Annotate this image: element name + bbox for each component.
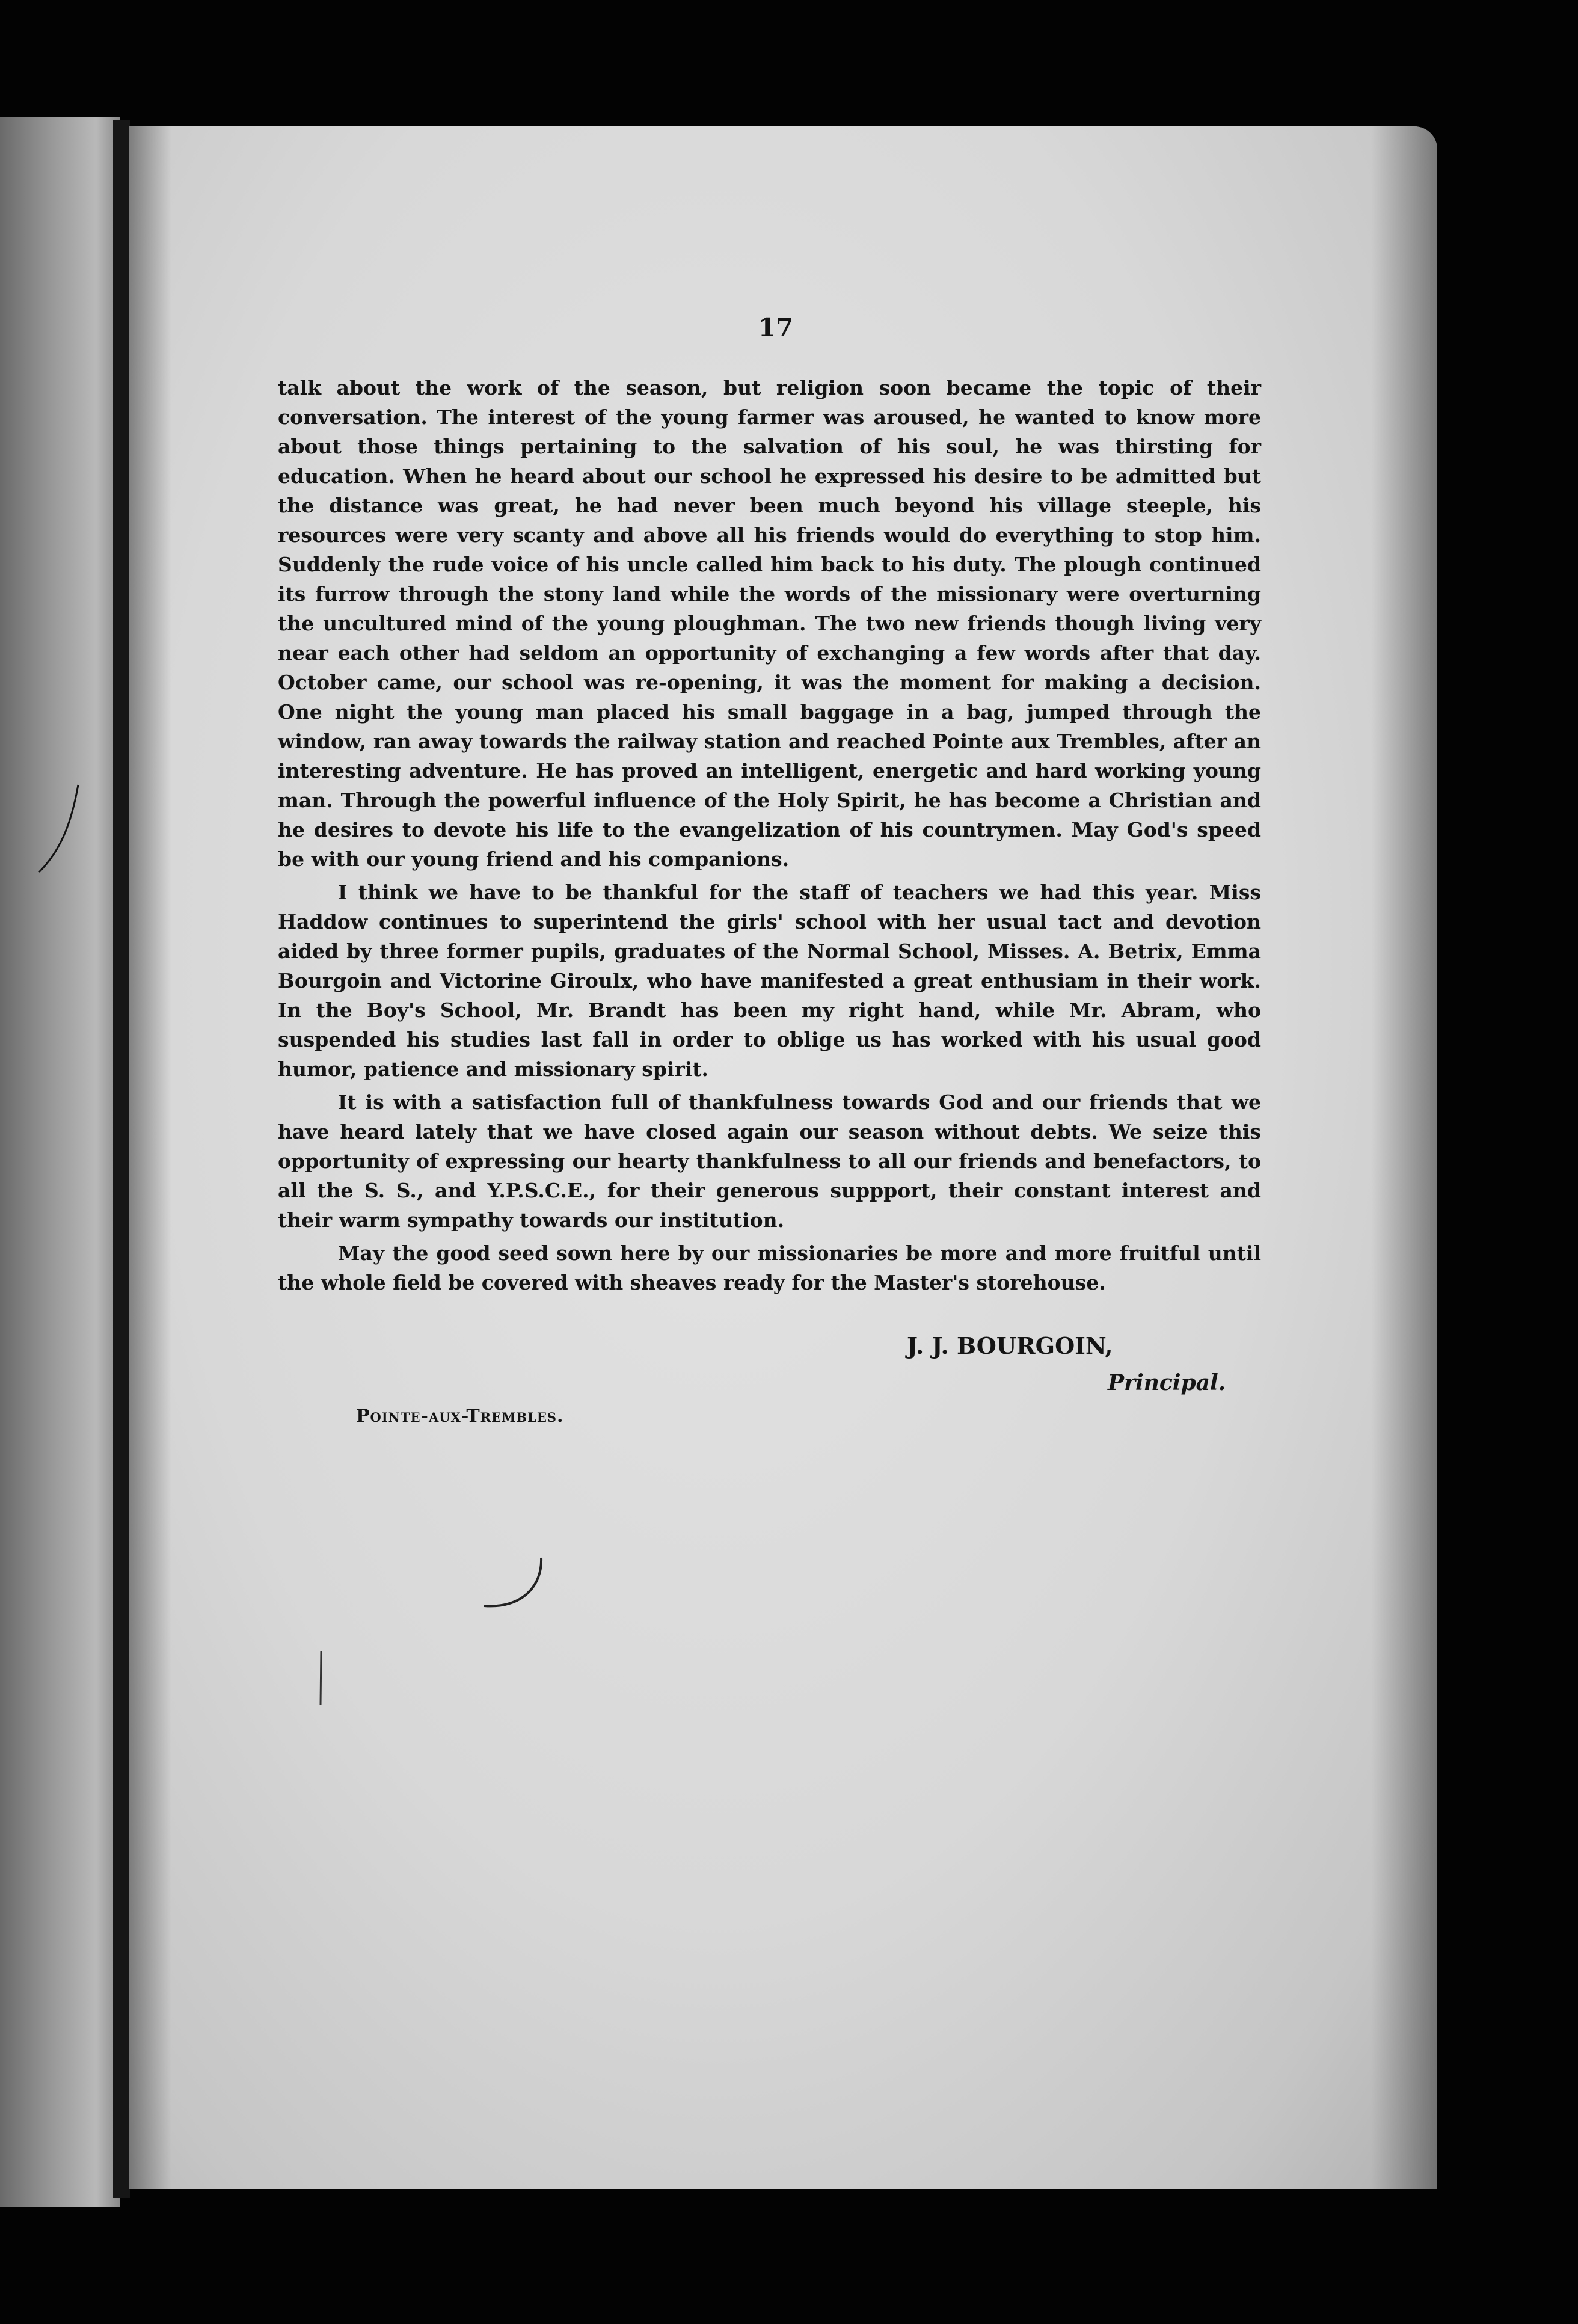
scratch-mark-bottom — [475, 1555, 553, 1621]
scratch-mark-vertical — [318, 1648, 325, 1708]
book-gutter — [113, 120, 130, 2198]
page-number: 17 — [758, 313, 794, 342]
scratch-mark-left — [36, 782, 84, 878]
paragraph-closing: May the good seed sown here by our missionaries be more and more fruitful until the whole field be covered with sheaves ready for the Master's storehouse. — [278, 1241, 1261, 1294]
paragraph-continuation: talk about the work of the season, but religion soon became the topic of their conversation. The interest of the young farmer was aroused, he wanted to know more about those things pertaining to the salvation of his soul, he was thirsting for education. When he heard about our school he expressed his desire to be admitted but the distance was great, he had never been much beyond his village steeple, his resources were very scanty and above all his friends would do everything to stop him. Suddenly the rude voice of his uncle called him back to his duty. The plough continued its furrow through the stony land while the words of the missionary were overturning the uncultured mind of the young ploughman. The two new friends though living very near each other had seldom an opportunity of exchanging a few words after that day. October came, our school was re-opening, it was the moment for making a decision. One night the young man placed his small baggage in a bag, jumped through the window, ran away towards the railway station and reached Pointe aux Trembles, after an interesting adventure. He has proved an intelligent, energetic and hard working young man. Through the powerful influence of the Holy Spirit, he has become a Christian and he desires to devote his life to the evangelization of his countrymen. May God's speed be with our young friend and his companions. — [278, 376, 1261, 871]
place-line: Pointe-aux-Trembles. — [356, 1406, 564, 1427]
paragraph-thankfulness: It is with a satisfaction full of thankfulness towards God and our friends that we have heard lately that we have closed again our season without debts. We seize this opportunity of expressing our hearty thankfulness to all our friends and benefactors, to all the S. S., and Y.P.S.C.E., for their generous suppport, their constant interest and their warm sympathy towards our institution. — [278, 1090, 1261, 1232]
signature-title: Principal. — [1108, 1370, 1226, 1395]
paragraph-staff: I think we have to be thankful for the staff of teachers we had this year. Miss Haddow continues to superintend the girls' school with her usual tact and devotion aided by three former pupils, graduates of the Normal School, Misses. A. Betrix, Emma Bourgoin and Victorine Giroulx, who have manifested a great enthusiam in their work. In the Boy's School, Mr. Brandt has been my right hand, while Mr. Abram, who suspended his studies last fall in order to oblige us has worked with his usual good humor, patience and missionary spirit. — [278, 881, 1261, 1081]
facing-page-edge — [0, 117, 120, 2207]
signature-name: J. J. BOURGOIN, — [907, 1332, 1113, 1359]
body-text — [278, 373, 1261, 1297]
